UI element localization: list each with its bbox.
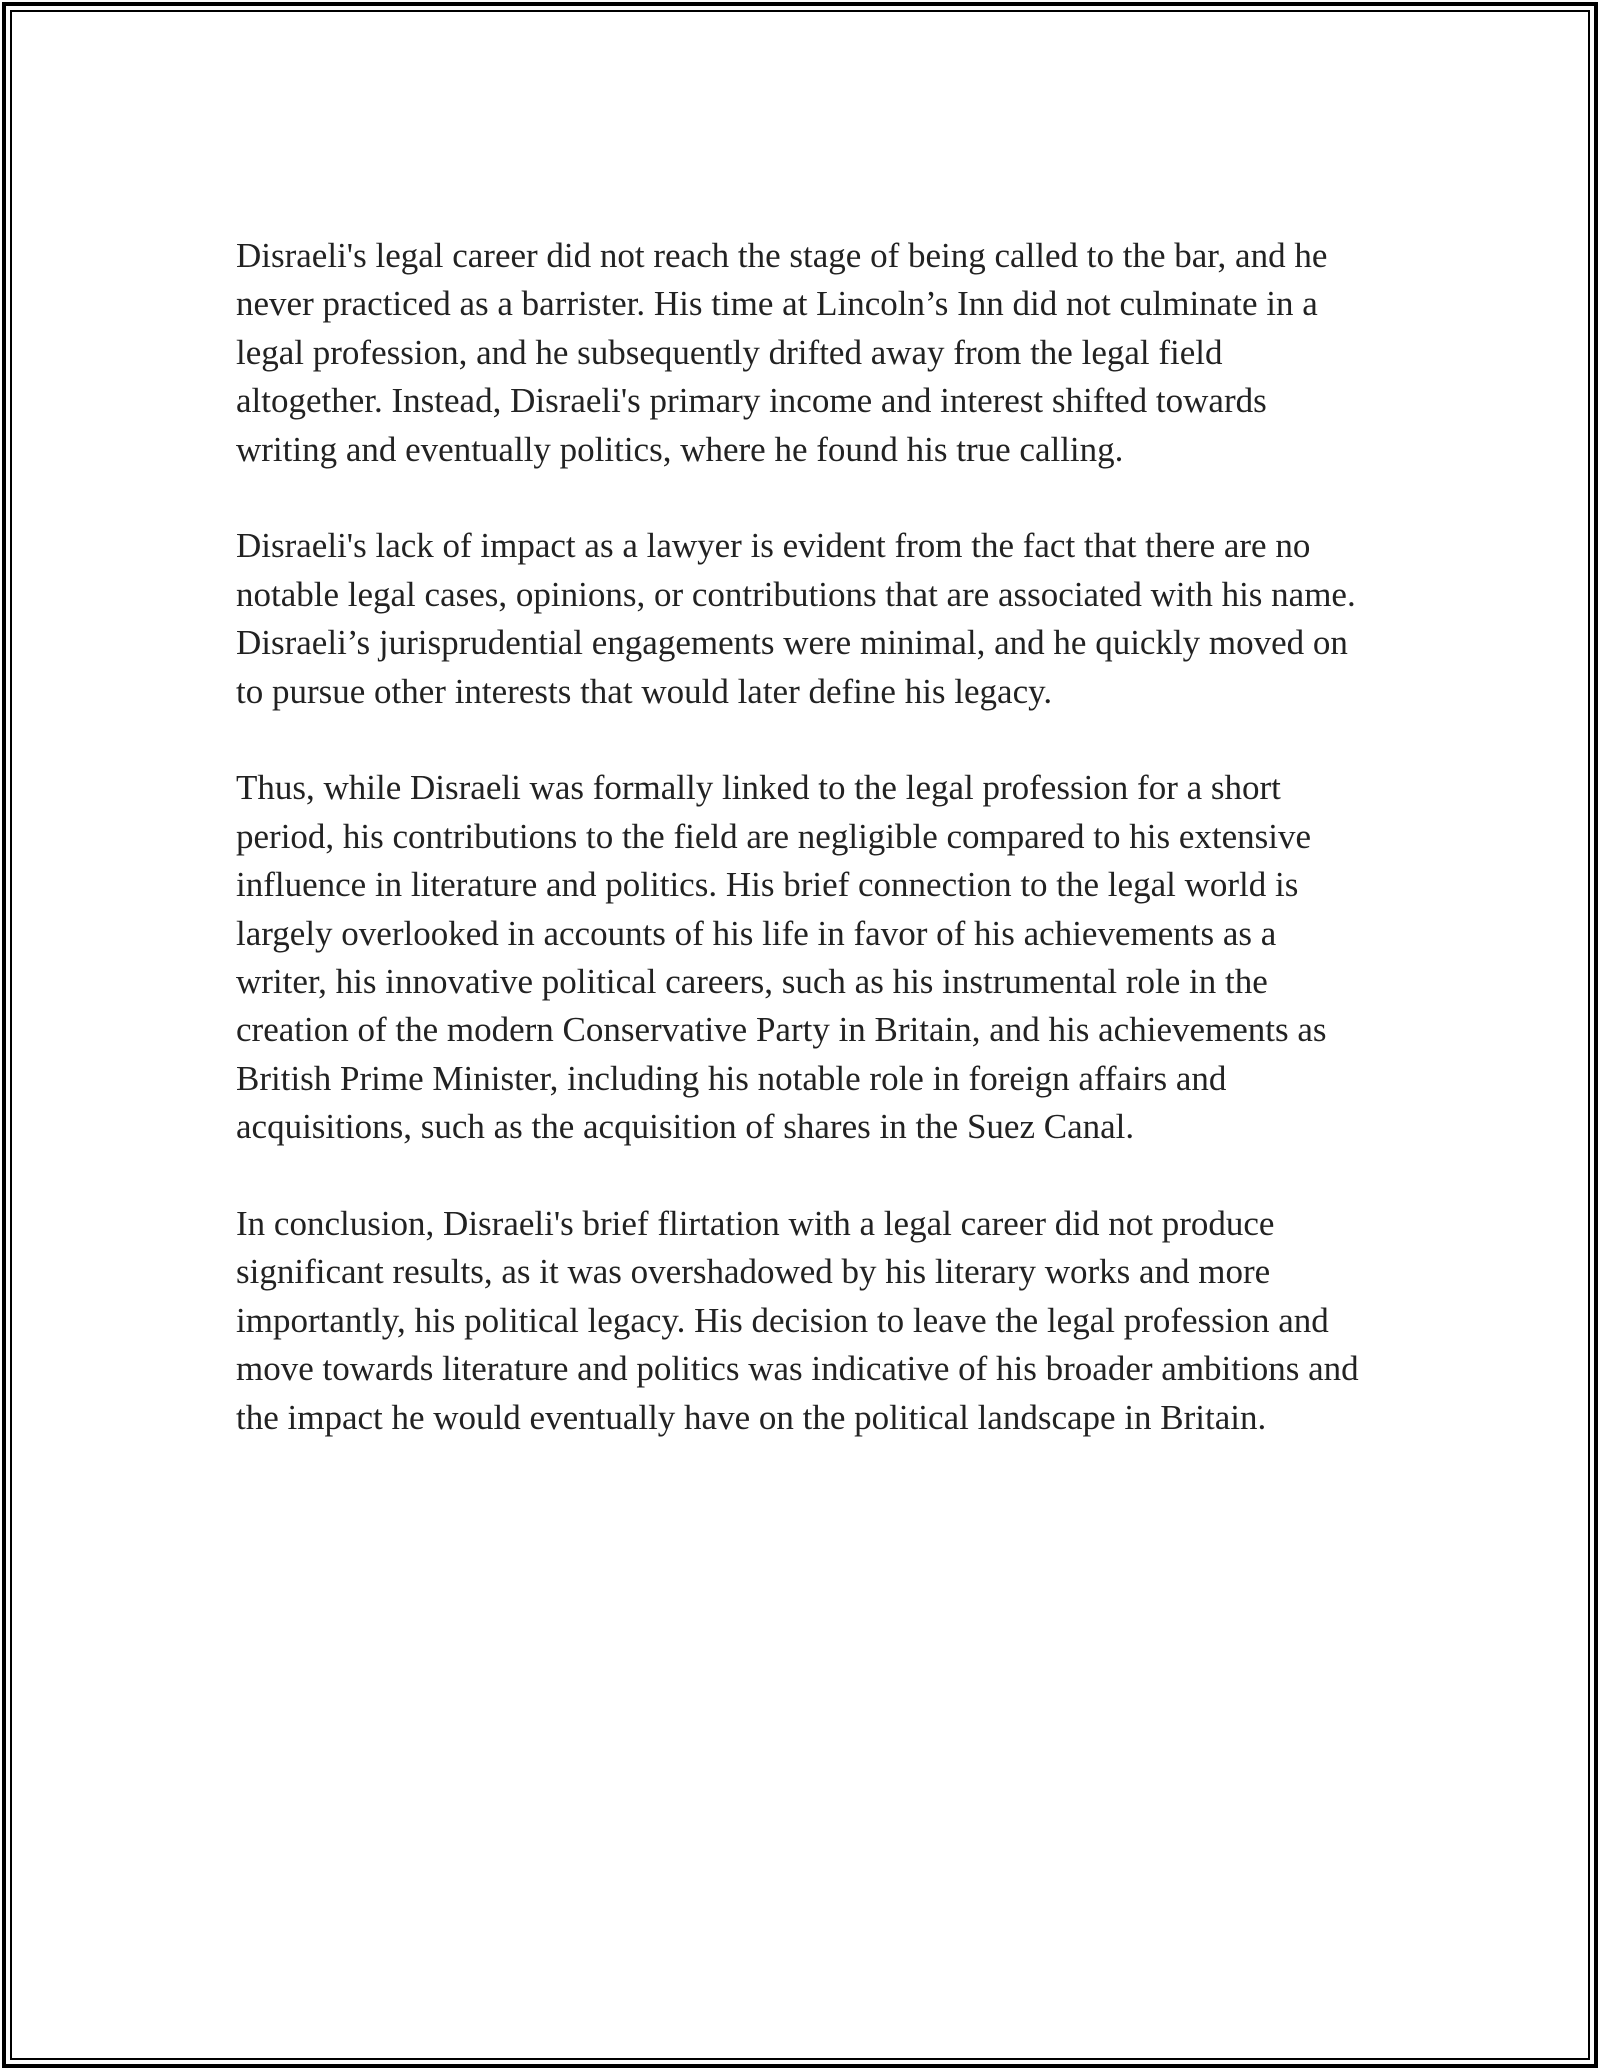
document-body: [236, 232, 1366, 1491]
paragraph-1: Disraeli's legal career did not reach the stage of being called to the bar, and he never practiced as a barrister. His time at Lincoln’s Inn did not culminate in a legal profession, and he subsequently drifted away from the legal field altogether. Instead, Disraeli's primary income and interest shifted towards writing and eventually politics, where he found his true calling.: [236, 236, 1328, 469]
paragraph-2: Disraeli's lack of impact as a lawyer is evident from the fact that there are no notable legal cases, opinions, or contributions that are associated with his name. Disraeli’s jurisprudential engagements were minimal, and he quickly moved on to pursue other interests that would later define his legacy.: [236, 526, 1356, 711]
paragraph-4: In conclusion, Disraeli's brief flirtation with a legal career did not produce significant results, as it was overshadowed by his literary works and more importantly, his political legacy. His decision to leave the legal profession and move towards literature and politics was indicative of his broader ambitions and the impact he would eventually have on the political landscape in Britain.: [236, 1204, 1359, 1437]
paragraph-3: Thus, while Disraeli was formally linked to the legal profession for a short period, his contributions to the field are negligible compared to his extensive influence in literature and politics. His brief connection to the legal world is largely overlooked in accounts of his life in favor of his achievements as a writer, his innovative political careers, such as his instrumental role in the creation of the modern Conservative Party in Britain, and his achievements as British Prime Minister, including his notable role in foreign affairs and acquisitions, such as the acquisition of shares in the Suez Canal.: [236, 768, 1327, 1147]
